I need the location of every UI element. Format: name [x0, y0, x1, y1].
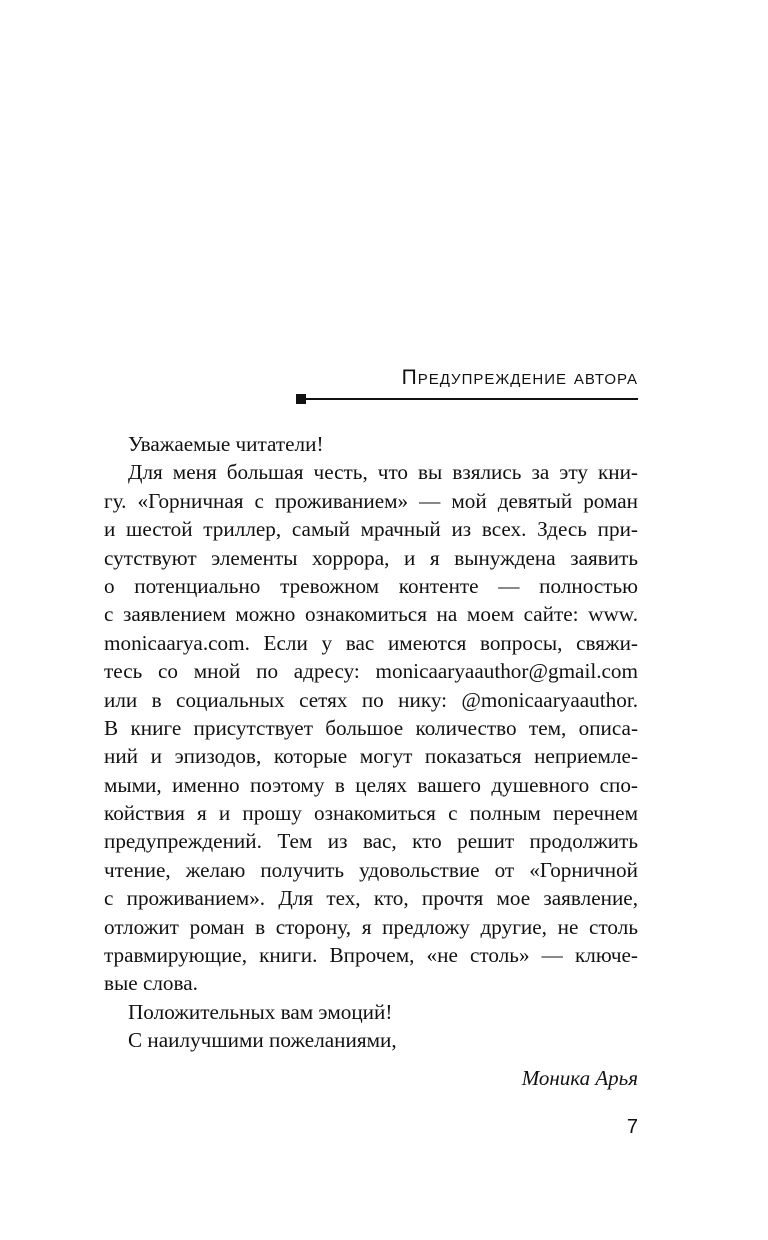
paragraph-line: В книге присутствует большое количество тем, описа- [104, 715, 638, 740]
paragraph-line: с проживанием». Для тех, кто, прочтя мое заявление, [104, 886, 638, 911]
title-rule [300, 398, 638, 400]
author-signature: Моника Арья [521, 1066, 638, 1090]
paragraph-line: предупреждений. Тем из вас, кто решит продолжить [104, 829, 638, 854]
paragraph-line: отложит роман в сторону, я предложу другие, не столь [104, 914, 638, 939]
paragraph-line: мыми, именно поэтому в целях вашего душевного спо- [104, 772, 638, 797]
paragraph-line: чтение, желаю получить удовольствие от «Горничной [104, 857, 638, 882]
closing-regards: С наилучшими пожеланиями, [128, 1028, 397, 1053]
paragraph-line: ний и эпизодов, которые могут показаться неприемле- [104, 744, 638, 769]
chapter-title: Предупреждение автора [401, 366, 638, 389]
paragraph-line: сутствуют элементы хоррора, и я вынуждена заявить [104, 545, 638, 570]
paragraph-line: и шестой триллер, самый мрачный из всех. Здесь при- [104, 517, 638, 542]
paragraph-line: вые слова. [104, 971, 198, 996]
paragraph-line: Для меня большая честь, что вы взялись за эту кни- [128, 460, 638, 485]
paragraph-line: тесь со мной по адресу: monicaaryaauthor@gmail.com [104, 659, 638, 684]
closing-wishes: Положительных вам эмоций! [128, 999, 393, 1024]
letter-body [104, 430, 638, 1055]
paragraph-line: или в социальных сетях по нику: @monicaaryaauthor. [104, 687, 638, 712]
paragraph-line: гу. «Горничная с проживанием» — мой девятый роман [104, 488, 638, 513]
paragraph-line: с заявлением можно ознакомиться на моем сайте: www. [104, 602, 638, 627]
paragraph-line: койствия я и прошу ознакомиться с полным перечнем [104, 801, 638, 826]
paragraph-line: о потенциально тревожном контенте — полностью [104, 573, 638, 598]
paragraph-line: monicaarya.com. Если у вас имеются вопросы, свяжи- [104, 630, 638, 655]
paragraph-line: травмирующие, книги. Впрочем, «не столь» — ключе- [104, 943, 638, 968]
greeting-line: Уважаемые читатели! [128, 432, 324, 456]
page-number: 7 [626, 1116, 638, 1138]
